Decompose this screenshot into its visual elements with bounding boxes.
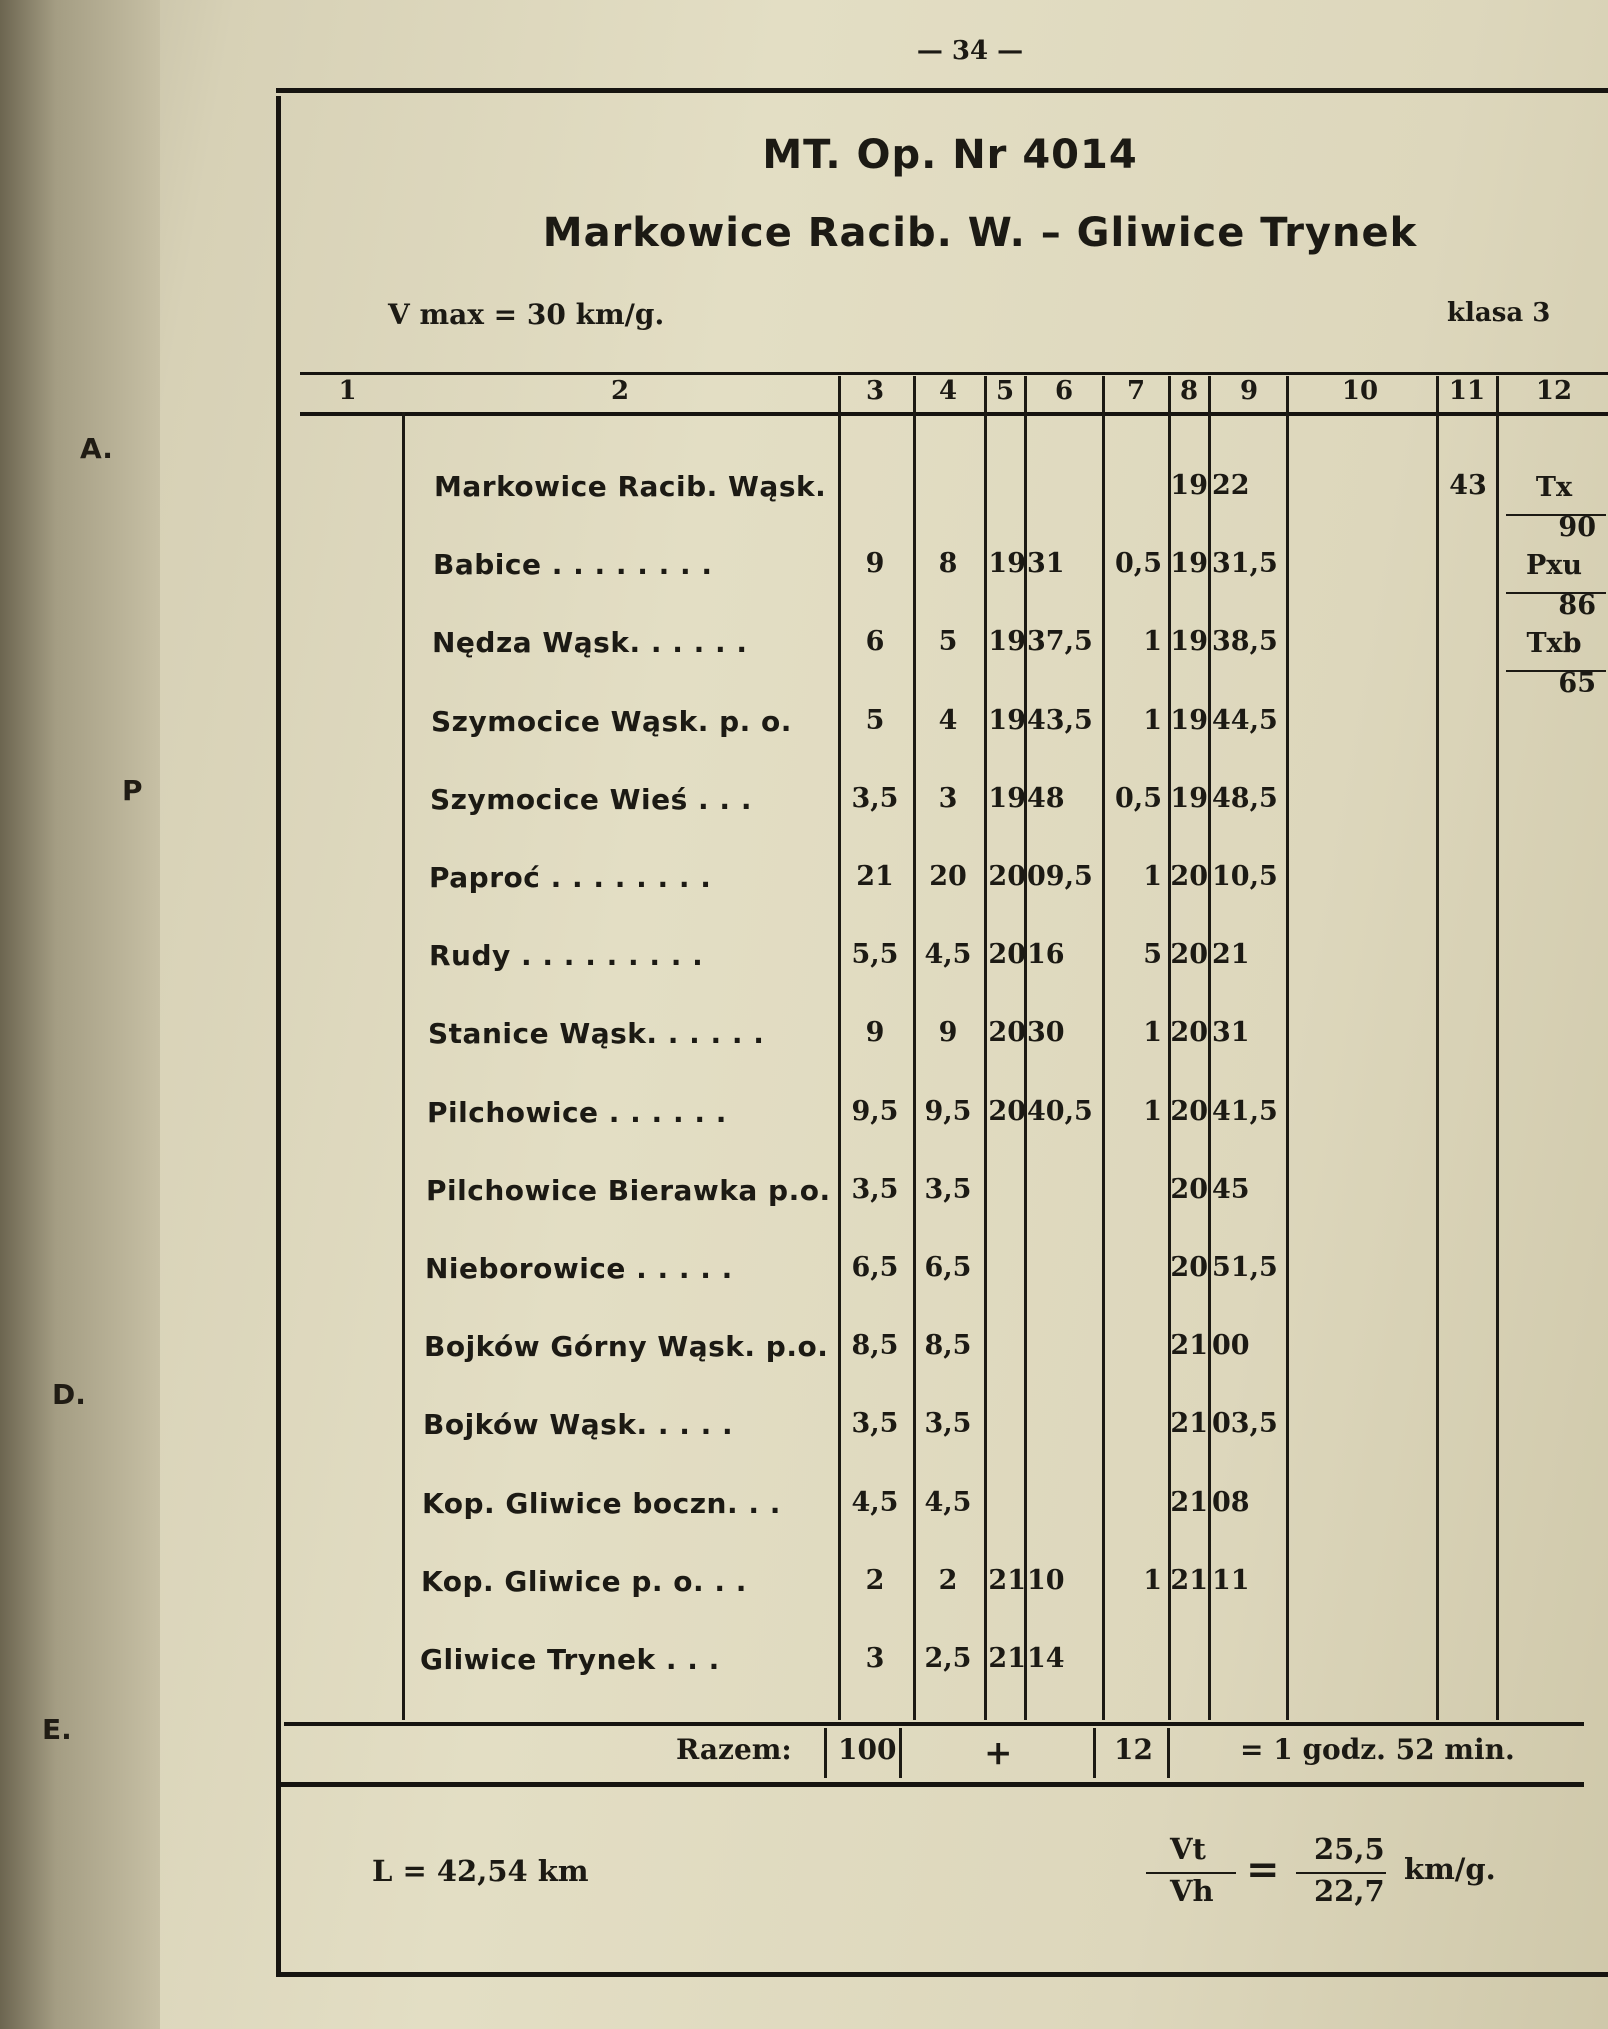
- totals-divider: [1093, 1728, 1096, 1778]
- cell-c5: 20: [988, 1096, 1026, 1127]
- vh-value: 22,7: [1314, 1874, 1385, 1908]
- station-name: Nieborowice . . . . .: [425, 1252, 733, 1285]
- margin-letter-p: P: [122, 774, 143, 807]
- totals-divider: [1167, 1728, 1170, 1778]
- cell-c6: [1027, 1408, 1103, 1448]
- station-name: Markowice Racib. Wąsk.: [434, 470, 827, 503]
- cell-c11: [1440, 1096, 1496, 1136]
- cell-c6: [1027, 1174, 1103, 1214]
- cell-c11: [1440, 1330, 1496, 1370]
- column-header: 5: [995, 376, 1015, 406]
- totals-stops: 12: [1114, 1733, 1153, 1766]
- cell-c9: 21: [1212, 939, 1250, 970]
- cell-c3: 6,5: [851, 1252, 899, 1283]
- cell-c5: 19: [988, 705, 1026, 736]
- cell-c11: [1440, 861, 1496, 901]
- station-name: Gliwice Trynek . . .: [420, 1643, 720, 1676]
- cell-c9: 22: [1212, 470, 1250, 501]
- cell-c7: 1: [1143, 705, 1162, 736]
- cell-c4: 9,5: [924, 1096, 972, 1127]
- cell-c9: 10,5: [1212, 861, 1278, 892]
- cell-c7: 5: [1143, 939, 1162, 970]
- cell-c7: [1104, 1643, 1162, 1683]
- cell-c3: 3,5: [851, 783, 899, 814]
- equals-sign: =: [1246, 1846, 1280, 1893]
- cell-c9: 31: [1212, 1017, 1250, 1048]
- cell-c8: 19: [1170, 705, 1208, 736]
- station-name: Kop. Gliwice boczn. . .: [422, 1487, 781, 1520]
- totals-distance: 100: [838, 1733, 897, 1766]
- totals-label: Razem:: [676, 1733, 792, 1766]
- cell-c7: [1104, 470, 1162, 510]
- cell-c11: [1440, 626, 1496, 666]
- cell-c4: 20: [929, 861, 967, 892]
- cell-c8: [1170, 1643, 1208, 1683]
- cell-c3: 5,5: [851, 939, 899, 970]
- column-header: 11: [1448, 376, 1486, 406]
- train-type-value: 86: [1558, 590, 1596, 621]
- column-header: 9: [1239, 376, 1259, 406]
- cell-c6: 16: [1027, 939, 1065, 970]
- cell-c11: [1440, 548, 1496, 588]
- cell-c9: 45: [1212, 1174, 1250, 1205]
- cell-c4: 3,5: [924, 1174, 972, 1205]
- cell-c4: 8,5: [924, 1330, 972, 1361]
- cell-c7: [1104, 1252, 1162, 1292]
- cell-c8: 20: [1170, 1174, 1208, 1205]
- column-header: 6: [1054, 376, 1074, 406]
- cell-c5: 20: [988, 939, 1026, 970]
- cell-c7: 1: [1143, 1096, 1162, 1127]
- column-divider: [402, 412, 405, 1720]
- cell-c4: 6,5: [924, 1252, 972, 1283]
- cell-c9: 11: [1212, 1565, 1250, 1596]
- totals-divider: [824, 1728, 827, 1778]
- column-header: 8: [1179, 376, 1199, 406]
- cell-c8: 21: [1170, 1330, 1208, 1361]
- cell-c3: 21: [856, 861, 894, 892]
- cell-c6: 09,5: [1027, 861, 1093, 892]
- station-name: Rudy . . . . . . . . .: [429, 939, 704, 972]
- station-name: Bojków Górny Wąsk. p.o.: [424, 1330, 829, 1363]
- cell-c6: 48: [1027, 783, 1065, 814]
- column-header: 2: [610, 376, 630, 406]
- cell-c5: 21: [988, 1643, 1026, 1674]
- station-name: Paproć . . . . . . . .: [429, 861, 712, 894]
- station-name: Kop. Gliwice p. o. . .: [421, 1565, 747, 1598]
- cell-c9: 41,5: [1212, 1096, 1278, 1127]
- cell-c9: 03,5: [1212, 1408, 1278, 1439]
- cell-c3: 3,5: [851, 1408, 899, 1439]
- cell-c6: [1027, 1330, 1103, 1370]
- margin-letter-d: D.: [52, 1378, 86, 1411]
- vt-label: Vt: [1170, 1832, 1206, 1866]
- train-type-label: Tx: [1535, 472, 1573, 503]
- totals-top-rule: [284, 1722, 1584, 1726]
- train-type-label: Txb: [1526, 628, 1582, 659]
- cell-c9: 38,5: [1212, 626, 1278, 657]
- cell-c11: [1440, 1017, 1496, 1057]
- cell-c9: 31,5: [1212, 548, 1278, 579]
- cell-c4: 8: [938, 548, 958, 579]
- cell-c3: 2: [865, 1565, 885, 1596]
- cell-c5: [986, 1174, 1026, 1214]
- cell-c8: 19: [1170, 626, 1208, 657]
- margin-letter-e: E.: [42, 1713, 72, 1746]
- station-name: Szymocice Wąsk. p. o.: [431, 705, 792, 738]
- cell-c4: 2,5: [924, 1643, 972, 1674]
- margin-letter-a: A.: [80, 432, 113, 465]
- cell-c6: 43,5: [1027, 705, 1093, 736]
- cell-c8: 20: [1170, 1017, 1208, 1048]
- cell-c4: 3,5: [924, 1408, 972, 1439]
- route-length: L = 42,54 km: [372, 1854, 589, 1888]
- cell-c7: 1: [1143, 1017, 1162, 1048]
- cell-c4: 5: [938, 626, 958, 657]
- cell-c4: 2: [938, 1565, 958, 1596]
- cell-c11: [1440, 705, 1496, 745]
- cell-c11: [1440, 1487, 1496, 1527]
- column-header: 1: [338, 376, 357, 406]
- cell-c11: [1440, 783, 1496, 823]
- max-speed: V max = 30 km/g.: [388, 298, 665, 331]
- cell-c8: 21: [1170, 1408, 1208, 1439]
- totals-result: = 1 godz. 52 min.: [1240, 1733, 1515, 1766]
- cell-c7: 1: [1143, 1565, 1162, 1596]
- cell-c3: 6: [865, 626, 885, 657]
- column-header: 4: [938, 376, 958, 406]
- train-type-value: 90: [1558, 512, 1596, 543]
- cell-c3: [840, 470, 910, 510]
- cell-c11: [1440, 1643, 1496, 1683]
- cell-c6: [1027, 470, 1103, 510]
- frame-top-rule: [276, 88, 1608, 93]
- cell-c5: 20: [988, 861, 1026, 892]
- cell-c4: 9: [938, 1017, 958, 1048]
- column-divider: [1208, 376, 1211, 1720]
- cell-c3: 8,5: [851, 1330, 899, 1361]
- cell-c8: 19: [1170, 548, 1208, 579]
- cell-c4: 4,5: [924, 1487, 972, 1518]
- cell-c9: 08: [1212, 1487, 1250, 1518]
- cell-c3: 9,5: [851, 1096, 899, 1127]
- cell-c8: 20: [1170, 1252, 1208, 1283]
- cell-c5: [986, 1487, 1026, 1527]
- cell-c8: 20: [1170, 939, 1208, 970]
- station-name: Pilchowice . . . . . .: [427, 1096, 727, 1129]
- cell-c11: [1440, 1174, 1496, 1214]
- header-top-rule: [300, 372, 1608, 375]
- cell-c11: [1440, 1252, 1496, 1292]
- page-title: MT. Op. Nr 4014: [762, 132, 1138, 178]
- totals-bottom-rule: [276, 1782, 1584, 1787]
- cell-c6: 10: [1027, 1565, 1065, 1596]
- cell-c9: 00: [1212, 1330, 1250, 1361]
- column-header: 10: [1341, 376, 1379, 406]
- frame-bottom-rule: [276, 1972, 1608, 1977]
- train-type-label: Pxu: [1525, 550, 1583, 581]
- cell-c3: 3,5: [851, 1174, 899, 1205]
- cell-c6: 30: [1027, 1017, 1065, 1048]
- cell-c8: 20: [1170, 861, 1208, 892]
- cell-c6: 14: [1027, 1643, 1065, 1674]
- cell-c5: 20: [988, 1017, 1026, 1048]
- cell-c6: [1027, 1252, 1103, 1292]
- station-name: Babice . . . . . . . .: [433, 548, 713, 581]
- cell-c8: 19: [1170, 470, 1208, 501]
- cell-c4: 4,5: [924, 939, 972, 970]
- cell-c3: 5: [865, 705, 885, 736]
- cell-c9: [1212, 1643, 1288, 1683]
- line-class: klasa 3: [1447, 298, 1551, 328]
- station-name: Bojków Wąsk. . . . .: [423, 1408, 734, 1441]
- cell-c9: 48,5: [1212, 783, 1278, 814]
- cell-c3: 3: [865, 1643, 885, 1674]
- cell-c11: [1440, 1565, 1496, 1605]
- vt-value: 25,5: [1314, 1832, 1385, 1866]
- cell-c7: 0,5: [1115, 548, 1162, 579]
- vh-label: Vh: [1170, 1874, 1214, 1908]
- station-name: Stanice Wąsk. . . . . .: [428, 1017, 765, 1050]
- train-type-value: 65: [1558, 668, 1596, 699]
- cell-c11: [1440, 1408, 1496, 1448]
- cell-c6: 37,5: [1027, 626, 1093, 657]
- cell-c5: 19: [988, 626, 1026, 657]
- cell-c7: 1: [1143, 626, 1162, 657]
- cell-c7: [1104, 1487, 1162, 1527]
- column-header: 12: [1535, 376, 1573, 406]
- cell-c5: [986, 470, 1026, 510]
- cell-c5: 19: [988, 548, 1026, 579]
- cell-c5: [986, 1252, 1026, 1292]
- cell-c6: [1027, 1487, 1103, 1527]
- cell-c8: 21: [1170, 1487, 1208, 1518]
- totals-divider: [899, 1728, 902, 1778]
- header-bottom-rule: [300, 412, 1608, 416]
- cell-c5: [986, 1408, 1026, 1448]
- cell-c7: [1104, 1174, 1162, 1214]
- page-number: — 34 —: [916, 36, 1024, 66]
- cell-c7: [1104, 1330, 1162, 1370]
- cell-c7: [1104, 1408, 1162, 1448]
- route-subtitle: Markowice Racib. W. – Gliwice Trynek: [542, 210, 1418, 256]
- cell-c11: [1440, 939, 1496, 979]
- station-name: Szymocice Wieś . . .: [430, 783, 752, 816]
- cell-c6: 31: [1027, 548, 1065, 579]
- cell-c9: 44,5: [1212, 705, 1278, 736]
- cell-c8: 21: [1170, 1565, 1208, 1596]
- cell-c3: 9: [865, 548, 885, 579]
- cell-c8: 20: [1170, 1096, 1208, 1127]
- column-divider: [1496, 376, 1499, 1720]
- frame-left-border: [276, 96, 281, 1976]
- cell-c8: 19: [1170, 783, 1208, 814]
- cell-c11: 43: [1449, 470, 1487, 501]
- cell-c3: 9: [865, 1017, 885, 1048]
- column-divider: [1436, 376, 1439, 1720]
- cell-c9: 51,5: [1212, 1252, 1278, 1283]
- cell-c7: 1: [1143, 861, 1162, 892]
- cell-c6: 40,5: [1027, 1096, 1093, 1127]
- station-name: Nędza Wąsk. . . . . .: [432, 626, 748, 659]
- book-spine-edge: [0, 0, 160, 2029]
- cell-c5: [986, 1330, 1026, 1370]
- station-name: Pilchowice Bierawka p.o.: [426, 1174, 831, 1207]
- cell-c7: 0,5: [1115, 783, 1162, 814]
- column-header: 7: [1126, 376, 1146, 406]
- totals-plus: +: [984, 1733, 1013, 1773]
- speed-unit: km/g.: [1404, 1852, 1496, 1886]
- cell-c3: 4,5: [851, 1487, 899, 1518]
- cell-c5: 19: [988, 783, 1026, 814]
- cell-c5: 21: [988, 1565, 1026, 1596]
- column-header: 3: [865, 376, 885, 406]
- cell-c4: 3: [938, 783, 958, 814]
- cell-c4: 4: [938, 705, 958, 736]
- cell-c4: [912, 470, 984, 510]
